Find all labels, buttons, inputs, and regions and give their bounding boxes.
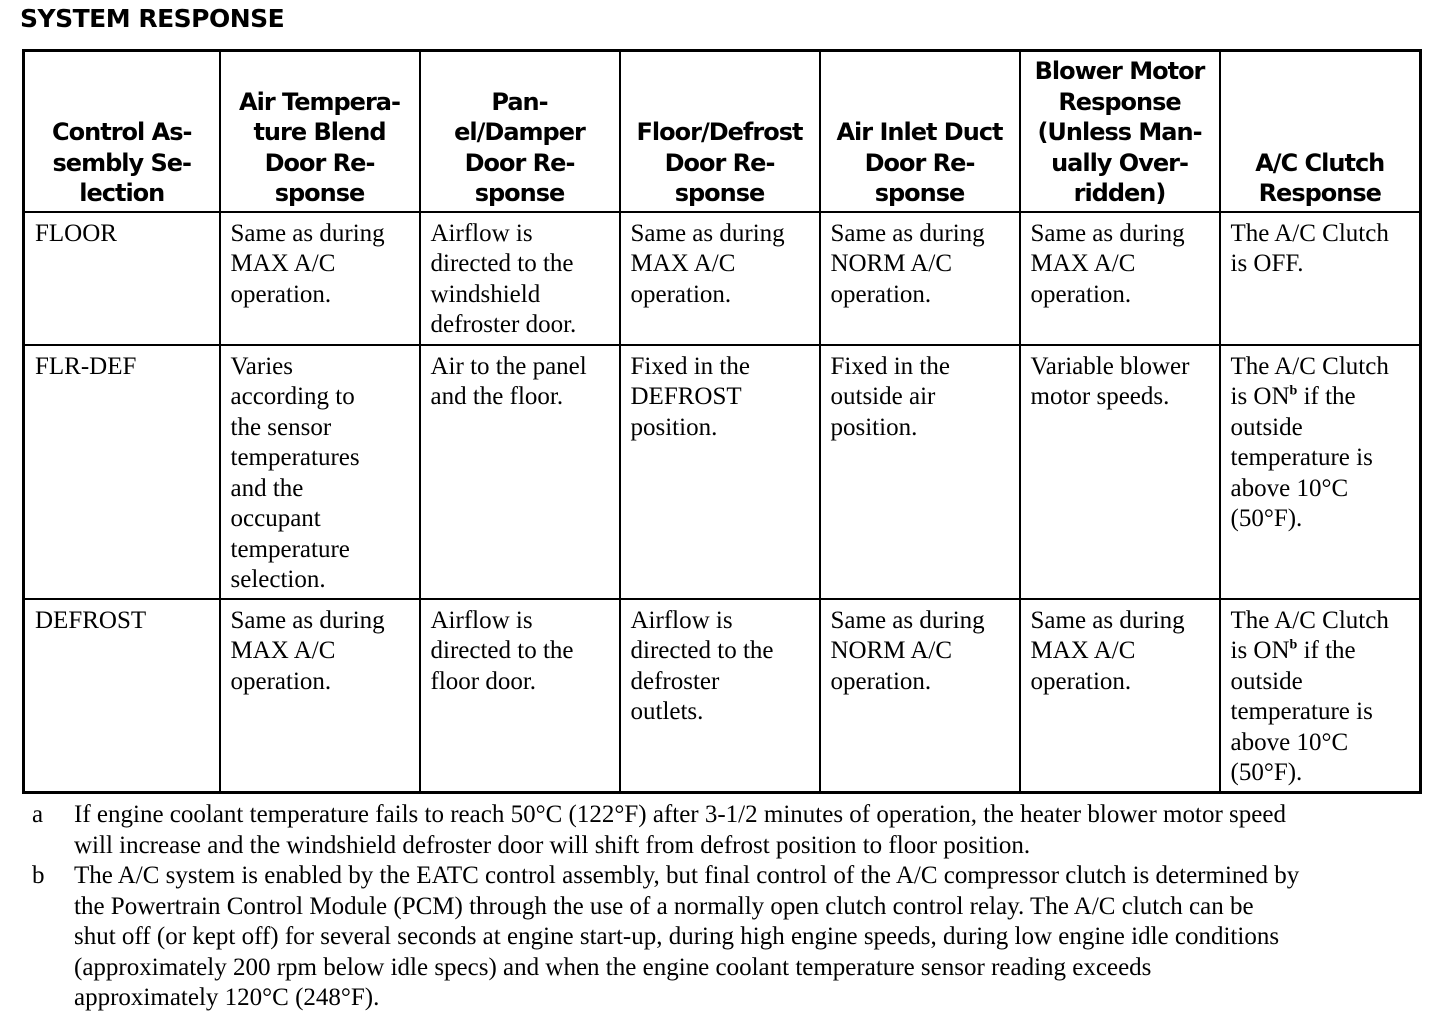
header-blower-motor-response: Blower Motor Response (Unless Man- ually Over- ridden) bbox=[1020, 51, 1220, 212]
cell-blower: Same as during MAX A/C operation. bbox=[1020, 599, 1220, 793]
footnote-marker: b bbox=[32, 862, 45, 889]
cell-selection: FLR-DEF bbox=[24, 345, 220, 599]
cell-blend: Same as during MAX A/C operation. bbox=[220, 599, 420, 793]
clutch-text-cont: if the outside temperature is above 10°C (50°F). bbox=[1230, 383, 1373, 532]
header-blend-door-response: Air Tempera- ture Blend Door Re- sponse bbox=[220, 51, 420, 212]
clutch-text-cont: if the outside temperature is above 10°C (50°F). bbox=[1230, 637, 1373, 786]
cell-selection: FLOOR bbox=[24, 212, 220, 345]
table-header-row bbox=[24, 51, 1421, 212]
table-row bbox=[24, 345, 1421, 599]
page-title: SYSTEM RESPONSE bbox=[20, 4, 285, 33]
header-floor-defrost-door-response: Floor/Defrost Door Re- sponse bbox=[620, 51, 820, 212]
cell-inlet: Same as during NORM A/C operation. bbox=[820, 212, 1020, 345]
cell-floor-defrost: Fixed in the DEFROST position. bbox=[620, 345, 820, 599]
system-response-table bbox=[22, 49, 1422, 794]
cell-panel: Airflow is directed to the floor door. bbox=[420, 599, 620, 793]
clutch-text: The A/C Clutch is ON bbox=[1230, 352, 1389, 410]
header-control-assembly-selection: Control As- sembly Se- lection bbox=[24, 51, 220, 212]
cell-inlet: Same as during NORM A/C operation. bbox=[820, 599, 1020, 793]
clutch-text: The A/C Clutch is ON bbox=[1230, 606, 1389, 664]
cell-clutch bbox=[1220, 345, 1421, 599]
footnote-marker: a bbox=[32, 801, 44, 828]
footnote-b bbox=[32, 861, 1432, 1014]
header-panel-damper-door-response: Pan- el/Damper Door Re- sponse bbox=[420, 51, 620, 212]
footnotes bbox=[32, 800, 1432, 1014]
header-air-inlet-duct-door-response: Air Inlet Duct Door Re- sponse bbox=[820, 51, 1020, 212]
clutch-text: The A/C Clutch is OFF. bbox=[1230, 219, 1389, 277]
cell-selection: DEFROST bbox=[24, 599, 220, 793]
cell-blend: Varies according to the sensor temperatures and the occupant temperature selection. bbox=[220, 345, 420, 599]
cell-clutch bbox=[1220, 599, 1421, 793]
footnote-ref-b: b bbox=[1289, 637, 1298, 653]
footnote-text: The A/C system is enabled by the EATC control assembly, but final control of the A/C compressor clutch is determined by the Powertrain Control Module (PCM) through the use of a normally open clutch control relay. The A/C clutch can be shut off (or kept off) for several seconds at engine start-up, during high engine speeds, during low engine idle conditions (approximately 200 rpm below idle specs) and when the engine coolant temperature sensor reading exceeds approximately 120°C (248°F). bbox=[74, 862, 1300, 1011]
cell-floor-defrost: Same as during MAX A/C operation. bbox=[620, 212, 820, 345]
cell-blend: Same as during MAX A/C operation. bbox=[220, 212, 420, 345]
table-row bbox=[24, 212, 1421, 345]
cell-blower: Same as during MAX A/C operation. bbox=[1020, 212, 1220, 345]
footnote-a bbox=[32, 800, 1432, 861]
cell-blower: Variable blower motor speeds. bbox=[1020, 345, 1220, 599]
cell-panel: Airflow is directed to the windshield defroster door. bbox=[420, 212, 620, 345]
header-ac-clutch-response: A/C Clutch Response bbox=[1220, 51, 1421, 212]
cell-panel: Air to the panel and the floor. bbox=[420, 345, 620, 599]
footnote-ref-b: b bbox=[1289, 383, 1298, 399]
footnote-text: If engine coolant temperature fails to reach 50°C (122°F) after 3-1/2 minutes of operation, the heater blower motor speed will increase and the windshield defroster door will shift from defrost position to floor position. bbox=[74, 801, 1286, 859]
cell-floor-defrost: Airflow is directed to the defroster outlets. bbox=[620, 599, 820, 793]
table-row bbox=[24, 599, 1421, 793]
cell-clutch bbox=[1220, 212, 1421, 345]
cell-inlet: Fixed in the outside air position. bbox=[820, 345, 1020, 599]
